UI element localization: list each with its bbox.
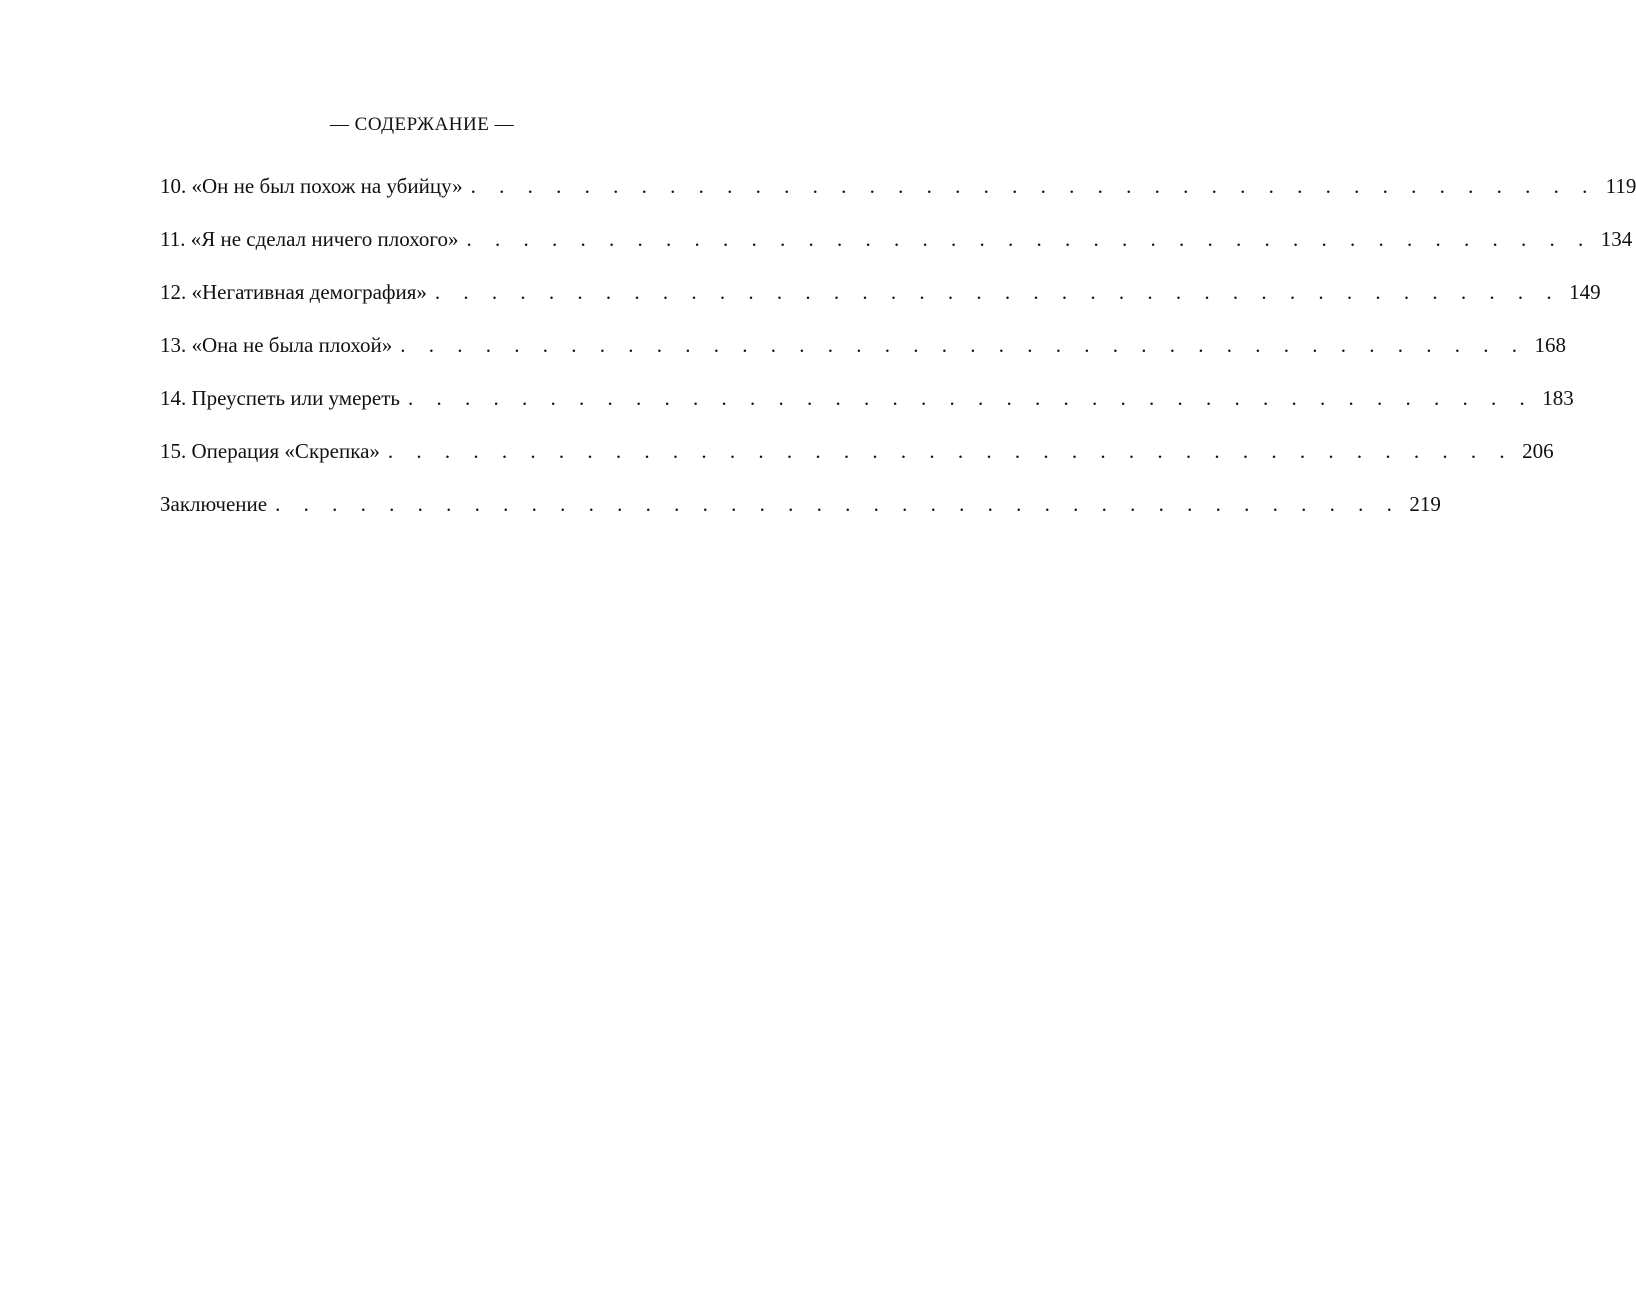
running-head: — СОДЕРЖАНИЕ — (329, 114, 515, 135)
toc-entry-title: 11. «Я не сделал ничего плохого» (160, 227, 459, 251)
toc-entry (160, 223, 1633, 276)
toc-entry (160, 276, 1601, 329)
toc-dot-leader: . . . . . . . . . . . . . . . . . . . . . . . . . . . . . . . . . . . . . . . . (407, 386, 1534, 410)
toc-entry (160, 382, 1574, 435)
toc-entry-title: Заключение (160, 492, 268, 516)
toc-entry-title: 14. Преуспеть или умереть (160, 386, 400, 410)
toc-dot-leader: . . . . . . . . . . . . . . . . . . . . . . . . . . . . . . . . . . . . . . . . (466, 227, 1593, 251)
toc-entry-page: 149 (1569, 280, 1601, 304)
toc-entry (160, 170, 1636, 223)
toc-entry (160, 435, 1554, 488)
toc-entry-page: 134 (1600, 227, 1633, 251)
toc-entry-page: 119 (1605, 174, 1636, 198)
toc-entry-page: 206 (1522, 439, 1554, 463)
toc-dot-leader: . . . . . . . . . . . . . . . . . . . . . . . . . . . . . . . . . . . . . . . . (434, 280, 1561, 304)
toc-entry-page: 168 (1534, 333, 1567, 357)
toc-entry (160, 488, 1441, 541)
toc-dot-leader: . . . . . . . . . . . . . . . . . . . . . . . . . . . . . . . . . . . . . . . . (275, 492, 1401, 516)
toc-entry-page: 183 (1542, 386, 1574, 410)
table-of-contents (160, 170, 1636, 541)
toc-dot-leader: . . . . . . . . . . . . . . . . . . . . . . . . . . . . . . . . . . . . . . . . (400, 333, 1527, 357)
toc-dot-leader: . . . . . . . . . . . . . . . . . . . . . . . . . . . . . . . . . . . . . . . . (387, 439, 1514, 463)
toc-entry-title: 12. «Негативная демография» (160, 280, 427, 304)
toc-entry-title: 10. «Он не был похож на убийцу» (160, 174, 463, 198)
toc-entry (160, 329, 1567, 382)
toc-dot-leader: . . . . . . . . . . . . . . . . . . . . . . . . . . . . . . . . . . . . . . . . (470, 174, 1597, 198)
toc-entry-title: 15. Операция «Скрепка» (160, 439, 380, 463)
toc-entry-page: 219 (1409, 492, 1441, 516)
toc-entry-title: 13. «Она не была плохой» (160, 333, 393, 357)
